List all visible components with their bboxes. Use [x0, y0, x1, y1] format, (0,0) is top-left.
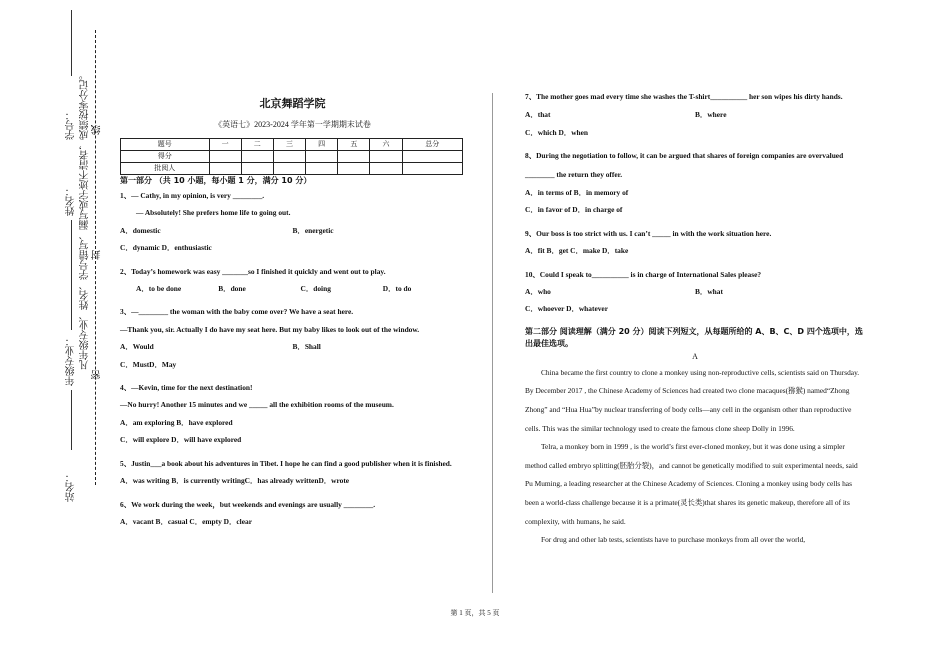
score-cell: 得分 [121, 151, 210, 163]
question-10-options-ab [525, 283, 865, 300]
seal-notice [78, 70, 93, 370]
score-cell [402, 151, 462, 163]
score-cell [338, 163, 370, 175]
score-cell: 二 [241, 139, 273, 151]
student-id-label [64, 78, 79, 140]
exam-site-text: 站名： [66, 472, 77, 502]
question-3-reply: —Thank you, sir. Actually I do have my seat here. But my baby likes to look out of the window. [120, 324, 420, 334]
seal-mi [90, 370, 105, 380]
part1-heading: 第一部分 （共 10 小题，每小题 1 分，满分 10 分） [120, 176, 312, 185]
question-2: 2、Today’s homework was easy _______so I finished it quickly and went out to play. [120, 266, 386, 276]
score-cell: 五 [338, 139, 370, 151]
passage-paragraph-1: China became the first country to clone a monkey using non-reproductive cells, scientists said on Thursday. By December 2017 , the Chinese Academy of Sciences had created two clone macaques(猕猴) named“Zhong Zhong” and “Hua Hua”by nuclear transferring of body cells—any cell in the organism other than reproductive cells. This was the similar technology used to create the famous clone sheep Dolly in 1996. [525, 367, 860, 433]
score-cell: 六 [370, 139, 402, 151]
question-6: 6、We work during the week，but weekends and evenings are usually ________. [120, 499, 376, 509]
seal-xian [90, 125, 105, 135]
question-6-options: A．vacant B．casual C．empty D．clear [120, 516, 252, 526]
school-title: 北京舞蹈学院 [259, 97, 326, 110]
name-line [71, 220, 72, 330]
question-8: 8、During the negotiation to follow, it can be argued that shares of foreign companies are overvalued ________ the return they offer. [525, 151, 844, 179]
option: A．Would [120, 342, 154, 352]
passage-paragraph-2: Telra, a monkey born in 1999 , is the world’s first ever-cloned monkey, but it was done using a simpler method called embryo splitting(胚胎分裂)，and cannot be genetically modified to suit experimental needs, said Pu Muming, a leading researcher at the Chinese Academy of Sciences. Cloning a monkey using body cells has been a world-class challenge because it is a primate(灵长类)that shares its genetic makeup, therefore all of its complexity, with humans, he said. [525, 442, 858, 526]
option: B．where [695, 110, 727, 120]
question-4: 4、—Kevin, time for the next destination! [120, 383, 253, 393]
name-label [64, 186, 79, 216]
question-4-reply: —No hurry! Another 15 minutes and we _____ all the exhibition rooms of the museum. [120, 400, 394, 410]
option: B．done [218, 284, 246, 294]
seal-feng [90, 250, 105, 260]
option: A．that [525, 110, 551, 120]
question-1-options-cd: C．dynamic D．enthusiastic [120, 243, 212, 253]
right-column [525, 88, 865, 550]
question-1-options-ab [120, 222, 465, 239]
question-5-options: A．was writing B．is currently writingC．has already writtenD．wrote [120, 476, 350, 486]
seal-xian-text: 线 [92, 125, 103, 135]
score-cell [209, 163, 241, 175]
score-cell [241, 163, 273, 175]
grade-line [71, 390, 72, 450]
exam-site-label [64, 462, 79, 502]
option: C．doing [300, 284, 331, 294]
question-2-options [120, 280, 465, 297]
score-cell [402, 163, 462, 175]
score-cell: 题号 [121, 139, 210, 151]
column-divider [492, 93, 493, 593]
score-cell [273, 163, 305, 175]
score-cell: 四 [306, 139, 338, 151]
option: A．who [525, 287, 551, 297]
option: A．domestic [120, 225, 161, 235]
score-row-number [121, 139, 463, 151]
option: D．to do [382, 284, 412, 294]
score-cell: 总分 [402, 139, 462, 151]
score-cell: 批阅人 [121, 163, 210, 175]
score-table [120, 138, 463, 175]
passage-label: A [692, 351, 698, 361]
question-7-options-ab [525, 106, 865, 123]
score-cell [273, 151, 305, 163]
question-4-options-cd: C．will explore D．will have explored [120, 435, 242, 445]
question-5: 5、Justin___a book about his adventures in Tibet. I hope he can find a good publisher when it is finished. [120, 458, 452, 468]
student-id-text: 学号： [66, 110, 77, 140]
option: B．Shall [292, 342, 321, 352]
question-3-options-ab [120, 338, 465, 355]
question-9: 9、Our boss is too strict with us. I can’t _____ in with the work situation here. [525, 228, 772, 238]
score-cell [209, 151, 241, 163]
option: B．energetic [292, 225, 334, 235]
score-cell [370, 163, 402, 175]
grade-major-label [64, 330, 79, 386]
option: A．to be done [136, 284, 182, 294]
student-id-line [71, 10, 72, 76]
question-9-options: A．fit B．get C．make D．take [525, 246, 629, 256]
left-column [120, 88, 465, 530]
question-1-reply: — Absolutely! She prefers home life to going out. [136, 208, 291, 218]
passage-paragraph-3: For drug and other lab tests, scientists have to purchase monkeys from all over the world, [541, 535, 806, 545]
score-cell [306, 163, 338, 175]
seal-notice-text: 凡年级专业、姓名、学号错写、漏写或字迹不清者，成绩按零分记。 [80, 70, 91, 370]
exam-title: 《英语七》2023-2024 学年第一学期期末试卷 [214, 120, 371, 129]
seal-feng-text: 封 [92, 250, 103, 260]
seal-dashed-line [95, 30, 96, 485]
seal-mi-text: 密 [92, 370, 103, 380]
name-text: 姓名： [66, 186, 77, 216]
question-10-options-cd: C．whoever D．whatever [525, 304, 608, 314]
question-3-options-cd: C．MustD．May [120, 359, 177, 369]
page-footer: 第 1 页，共 5 页 [450, 609, 500, 617]
question-7: 7、The mother goes mad every time she washes the T-shirt__________ her son wipes his dirty hands. [525, 92, 843, 101]
option: B．what [695, 287, 723, 297]
score-row-grader [121, 163, 463, 175]
question-8-options-ab: A．in terms of B．in memory of [525, 188, 629, 198]
grade-major-text: 年级专业： [66, 336, 77, 386]
score-cell [306, 151, 338, 163]
score-cell: 一 [209, 139, 241, 151]
question-8-options-cd: C．in favor of D．in charge of [525, 205, 623, 215]
question-1: 1、— Cathy, in my opinion, is very ________. [120, 191, 265, 200]
score-cell [338, 151, 370, 163]
question-10: 10、Could I speak to__________ is in charge of International Sales please? [525, 269, 762, 279]
question-7-options-cd: C．which D．when [525, 127, 589, 137]
part2-heading: 第二部分 阅读理解（满分 20 分）阅读下列短文，从每题所给的 A、B、C、D 四个选项中，选出最佳选项。 [525, 326, 863, 348]
score-row-points [121, 151, 463, 163]
score-cell [370, 151, 402, 163]
question-4-options-ab: A．am exploring B．have explored [120, 417, 233, 427]
score-cell: 三 [273, 139, 305, 151]
score-cell [241, 151, 273, 163]
question-3: 3、—________ the woman with the baby come over? We have a seat here. [120, 307, 354, 317]
